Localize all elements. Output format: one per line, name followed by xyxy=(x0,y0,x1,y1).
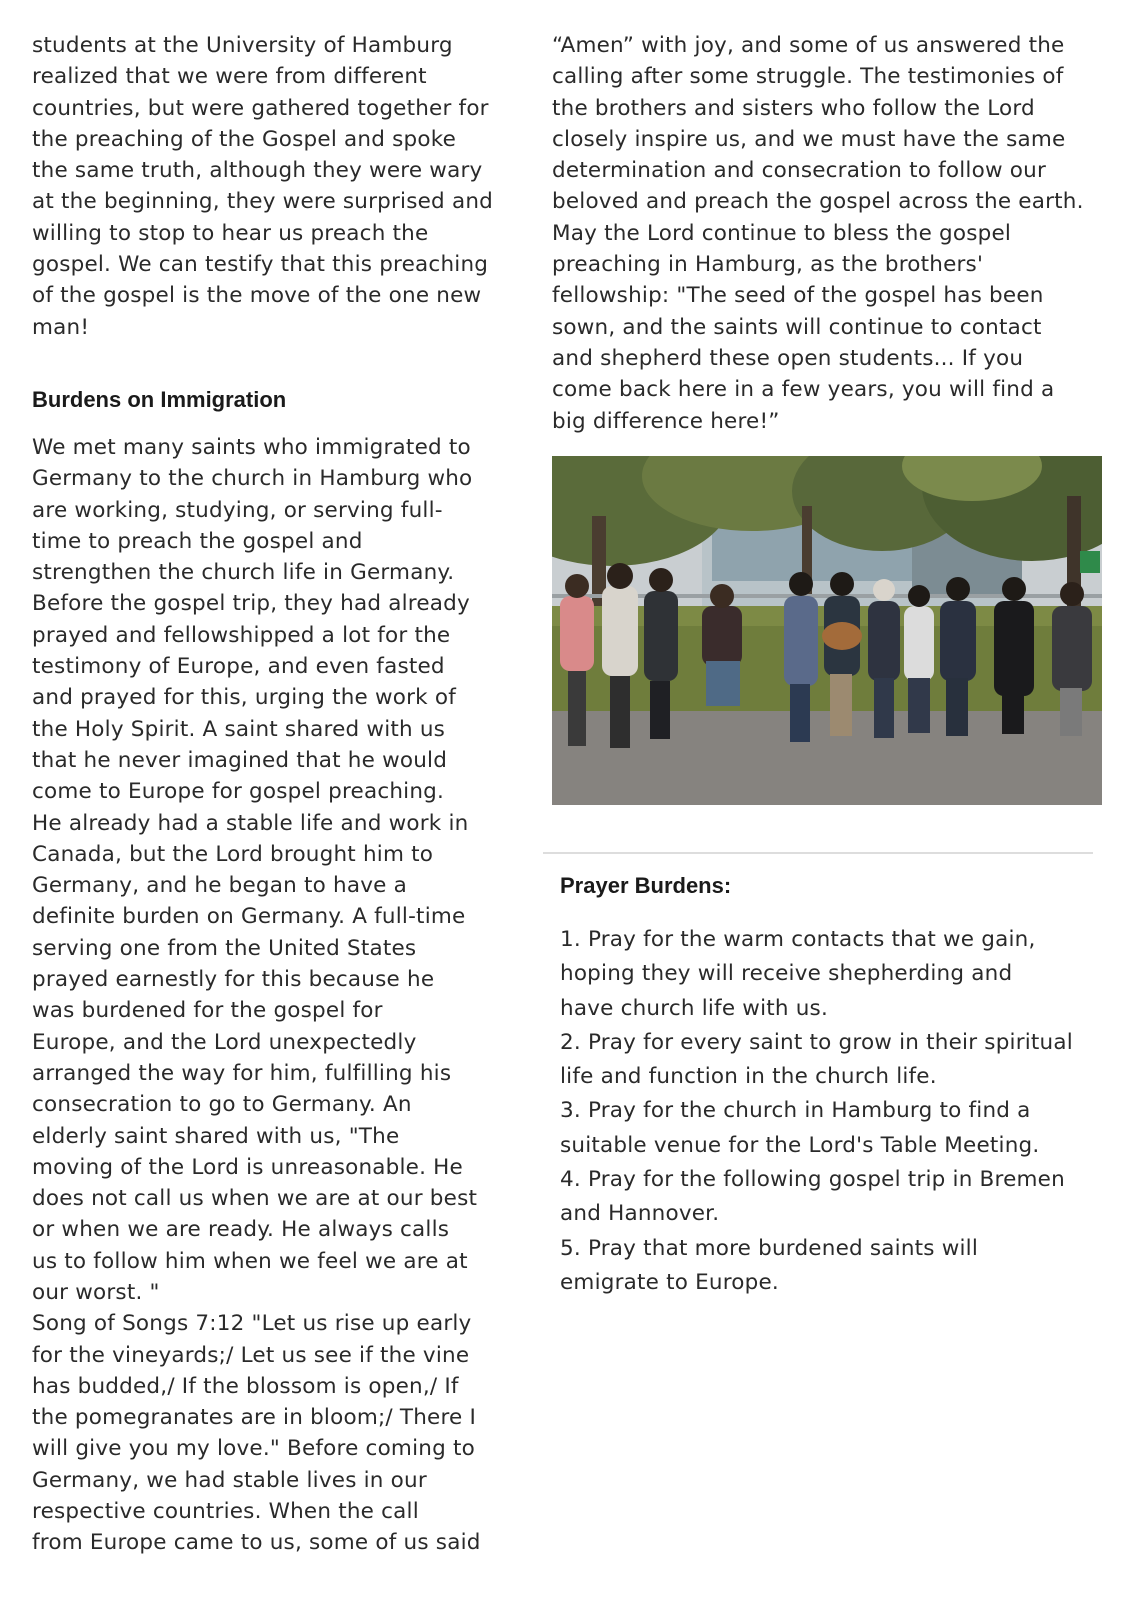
text-line: the preaching of the Gospel and spoke xyxy=(32,126,457,152)
prayer-item-line: and Hannover. xyxy=(560,1201,720,1227)
text-line: come back here in a few years, you will find a xyxy=(552,377,1055,403)
text-line: He already had a stable life and work in xyxy=(32,810,469,836)
immigration-paragraph xyxy=(32,432,522,1559)
text-line: We met many saints who immigrated to xyxy=(32,434,471,460)
section-divider xyxy=(543,852,1093,854)
text-line: Canada, but the Lord brought him to xyxy=(32,841,434,867)
text-line: gospel. We can testify that this preaching xyxy=(32,252,489,278)
prayer-item-line: 2. Pray for every saint to grow in their spiritual xyxy=(560,1029,1073,1055)
text-line: the pomegranates are in bloom;/ There I xyxy=(32,1405,477,1431)
text-line: are working, studying, or serving full- xyxy=(32,497,443,523)
text-line: definite burden on Germany. A full-time xyxy=(32,904,466,930)
text-line: the Holy Spirit. A saint shared with us xyxy=(32,716,446,742)
text-line: willing to stop to hear us preach the xyxy=(32,220,429,246)
text-line: countries, but were gathered together for xyxy=(32,95,489,121)
text-line: the same truth, although they were wary xyxy=(32,158,483,184)
prayer-item-line: life and function in the church life. xyxy=(560,1064,937,1090)
gospel-group-photo-image xyxy=(552,456,1102,805)
immigration-heading: Burdens on Immigration xyxy=(32,386,287,412)
prayer-item-line: have church life with us. xyxy=(560,995,828,1021)
text-line: or when we are ready. He always calls xyxy=(32,1217,450,1243)
text-line: May the Lord continue to bless the gospel xyxy=(552,220,1012,246)
prayer-item-line: 5. Pray that more burdened saints will xyxy=(560,1235,979,1261)
text-line: was burdened for the gospel for xyxy=(32,998,383,1024)
text-line: big difference here!” xyxy=(552,408,780,434)
text-line: will give you my love." Before coming to xyxy=(32,1436,475,1462)
text-line: and shepherd these open students... If you xyxy=(552,345,1024,371)
prayer-heading: Prayer Burdens: xyxy=(560,873,732,898)
text-line: “Amen” with joy, and some of us answered the xyxy=(552,33,1065,58)
prayer-list xyxy=(560,923,1120,1300)
text-line: arranged the way for him, fulfilling his xyxy=(32,1060,452,1086)
text-line: Before the gospel trip, they had already xyxy=(32,591,470,617)
text-line: Song of Songs 7:12 "Let us rise up early xyxy=(32,1311,472,1337)
text-line: students at the University of Hamburg xyxy=(32,33,453,58)
text-line: serving one from the United States xyxy=(32,935,417,961)
intro-paragraph xyxy=(32,30,522,343)
text-line: of the gospel is the move of the one new xyxy=(32,283,482,309)
prayer-item-line: emigrate to Europe. xyxy=(560,1269,779,1295)
text-line: at the beginning, they were surprised and xyxy=(32,189,493,215)
text-line: consecration to go to Germany. An xyxy=(32,1092,412,1118)
text-line: the brothers and sisters who follow the Lord xyxy=(552,95,1035,121)
text-line: does not call us when we are at our best xyxy=(32,1186,478,1212)
text-line: elderly saint shared with us, "The xyxy=(32,1123,400,1149)
prayer-item-line: suitable venue for the Lord's Table Meeting. xyxy=(560,1132,1040,1158)
continuation-paragraph xyxy=(552,30,1112,437)
text-line: prayed and fellowshipped a lot for the xyxy=(32,622,451,648)
prayer-item-line: 1. Pray for the warm contacts that we gain, xyxy=(560,927,1036,952)
prayer-item-line: 3. Pray for the church in Hamburg to find a xyxy=(560,1098,1031,1124)
right-column xyxy=(552,30,1112,437)
text-line: moving of the Lord is unreasonable. He xyxy=(32,1154,463,1180)
text-line: Germany to the church in Hamburg who xyxy=(32,466,473,492)
text-line: from Europe came to us, some of us said xyxy=(32,1530,481,1556)
text-line: that he never imagined that he would xyxy=(32,747,448,773)
text-line: fellowship: "The seed of the gospel has been xyxy=(552,283,1044,309)
text-line: come to Europe for gospel preaching. xyxy=(32,779,445,805)
prayer-burdens-section xyxy=(560,873,1120,1300)
text-line: time to preach the gospel and xyxy=(32,528,363,554)
text-line: realized that we were from different xyxy=(32,64,427,90)
text-line: Europe, and the Lord unexpectedly xyxy=(32,1029,417,1055)
text-line: has budded,/ If the blossom is open,/ If xyxy=(32,1373,459,1399)
text-line: beloved and preach the gospel across the earth. xyxy=(552,189,1084,215)
text-line: for the vineyards;/ Let us see if the vine xyxy=(32,1342,470,1368)
text-line: closely inspire us, and we must have the same xyxy=(552,126,1066,152)
text-line: respective countries. When the call xyxy=(32,1499,419,1525)
text-line: us to follow him when we feel we are at xyxy=(32,1248,468,1274)
text-line: our worst. " xyxy=(32,1279,160,1305)
left-column xyxy=(32,30,522,1559)
text-line: prayed earnestly for this because he xyxy=(32,967,435,993)
text-line: testimony of Europe, and even fasted xyxy=(32,654,445,680)
text-line: sown, and the saints will continue to contact xyxy=(552,314,1042,340)
text-line: and prayed for this, urging the work of xyxy=(32,685,456,711)
text-line: Germany, and he began to have a xyxy=(32,873,407,899)
text-line: Germany, we had stable lives in our xyxy=(32,1467,427,1493)
text-line: strengthen the church life in Germany. xyxy=(32,560,455,586)
prayer-item-line: 4. Pray for the following gospel trip in Bremen xyxy=(560,1167,1065,1193)
text-line: calling after some struggle. The testimonies of xyxy=(552,64,1064,90)
group-photo xyxy=(552,456,1102,805)
prayer-item-line: hoping they will receive shepherding and xyxy=(560,961,1013,987)
text-line: determination and consecration to follow our xyxy=(552,158,1046,184)
text-line: preaching in Hamburg, as the brothers' xyxy=(552,252,984,278)
text-line: man! xyxy=(32,314,90,340)
